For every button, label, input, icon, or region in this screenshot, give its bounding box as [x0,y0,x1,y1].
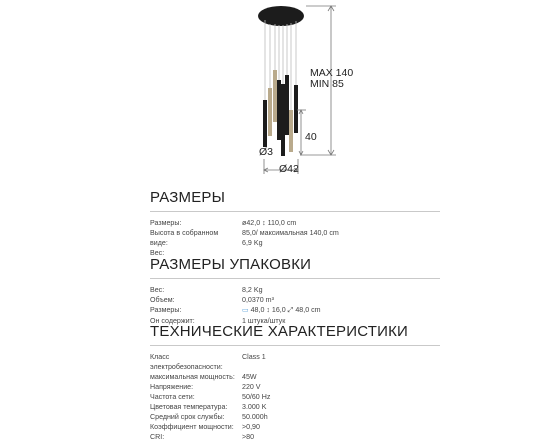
box-icon: ▭ [242,307,249,314]
spec-row: Высота в собранном 85,0/ максимальная 140,0 cm [150,229,339,237]
spec-row: Объем: 0,0370 m³ [150,296,274,304]
tubes [263,70,298,156]
tube-diameter-label: Ø3 [259,146,274,158]
spec-row: Цветовая температура: 3.000 K [150,403,267,411]
sizes-title: РАЗМЕРЫ [150,189,440,212]
canopy-diameter-label: Ø42 [279,163,299,175]
spec-row: Вес: [150,249,165,257]
packaging-section [150,256,440,326]
spec-row: Частота сети: 50/60 Hz [150,393,271,401]
spec-row: Коэффициент мощности: >0,90 [150,423,260,431]
spec-row: Он содержит: 1 штука/штук [150,317,286,325]
spec-row: максимальная мощность: 45W [150,373,257,381]
packaging-title: РАЗМЕРЫ УПАКОВКИ [150,256,440,279]
spec-row: Размеры: ø42,0 ↕ 110,0 cm [150,219,297,227]
tech-section [150,323,440,442]
spec-row: Размеры: ▭ 48,0 ↕ 16,0 ⤢ 48,0 cm [150,306,321,314]
tube-height-label: 40 [305,131,317,143]
product-drawing [0,0,550,180]
spec-row: Класс электробезопасности: Class 1 [150,353,266,371]
spec-row: Средний срок службы: 50.000h [150,413,268,421]
height-range-label: MAX 140 MIN 85 [310,67,354,90]
tech-title: ТЕХНИЧЕСКИЕ ХАРАКТЕРИСТИКИ [150,323,440,346]
spec-row: CRI: >80 [150,433,255,441]
spec-row: виде: 6,9 Kg [150,239,263,247]
spec-row: Вес: 8,2 Kg [150,286,263,294]
sizes-section [150,189,440,258]
spec-row: Напряжение: 220 V [150,383,261,391]
pendant-lamp-illustration [0,0,550,180]
